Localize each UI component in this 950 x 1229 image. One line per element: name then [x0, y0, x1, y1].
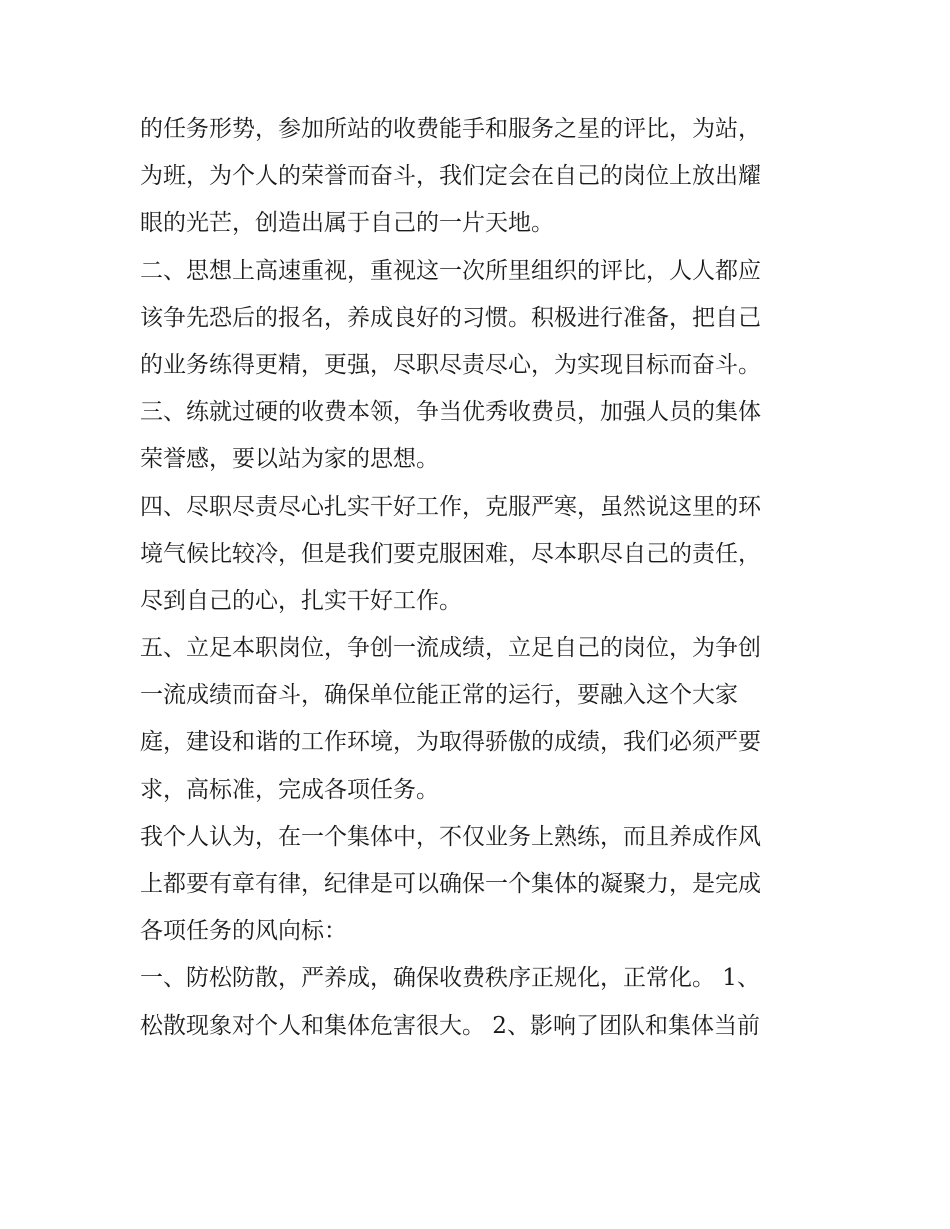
text-line: 求，高标准，完成各项任务。 [140, 776, 439, 803]
document-body [140, 106, 830, 1050]
text-line: 为班，为个人的荣誉而奋斗，我们定会在自己的岗位上放出耀 [140, 163, 761, 190]
text-line: 该争先恐后的报名，养成良好的习惯。积极进行准备，把自己 [140, 304, 761, 331]
text-line: 荣誉感，要以站为家的思想。 [140, 446, 439, 473]
text-line: 四、尽职尽责尽心扎实干好工作，克服严寒，虽然说这里的环 [140, 493, 761, 520]
text-line: 一、防松防散，严养成，确保收费秩序正规化，正常化。 1、 [140, 965, 760, 992]
text-line: 五、立足本职岗位，争创一流成绩，立足自己的岗位，为争创 [140, 635, 761, 662]
text-line: 一流成绩而奋斗，确保单位能正常的运行，要融入这个大家 [140, 682, 738, 709]
text-line: 二、思想上高速重视，重视这一次所里组织的评比，人人都应 [140, 257, 761, 284]
text-line: 庭，建设和谐的工作环境，为取得骄傲的成绩，我们必须严要 [140, 729, 761, 756]
text-line: 境气候比较冷，但是我们要克服困难，尽本职尽自己的责任， [140, 540, 761, 567]
text-line: 的业务练得更精，更强，尽职尽责尽心，为实现目标而奋斗。 [140, 351, 761, 378]
text-line: 尽到自己的心，扎实干好工作。 [140, 587, 462, 614]
text-line: 上都要有章有律，纪律是可以确保一个集体的凝聚力，是完成 [140, 871, 761, 897]
text-line: 我个人认为，在一个集体中，不仅业务上熟练，而且养成作风 [140, 823, 761, 850]
text-line: 的任务形势，参加所站的收费能手和服务之星的评比，为站， [140, 116, 761, 142]
text-line: 眼的光芒，创造出属于自己的一片天地。 [140, 210, 554, 237]
text-line: 三、练就过硬的收费本领，争当优秀收费员，加强人员的集体 [140, 399, 761, 426]
text-line: 各项任务的风向标： [140, 918, 347, 945]
text-line: 松散现象对个人和集体危害很大。 2、影响了团队和集体当前 [140, 1012, 760, 1039]
